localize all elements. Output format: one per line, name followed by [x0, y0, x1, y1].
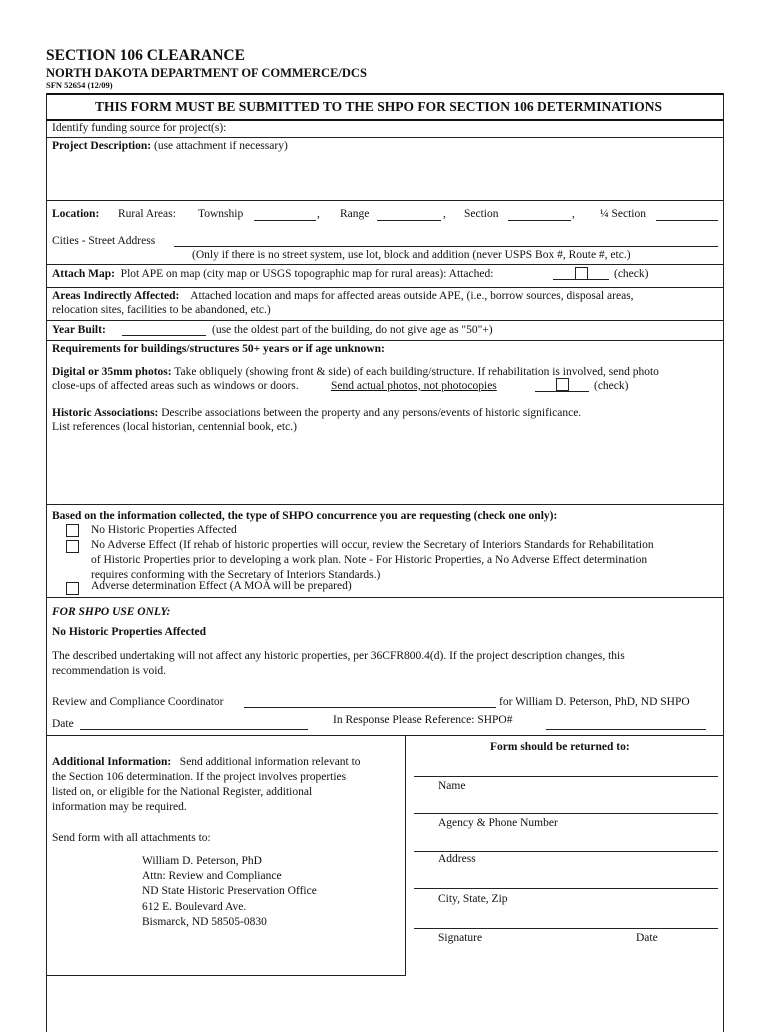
return-line — [414, 928, 718, 929]
concurrence-heading: Based on the information collected, the type of SHPO concurrence you are requesting (check one only): — [52, 510, 558, 522]
return-agency-field[interactable] — [414, 795, 718, 813]
quarter-section-label: ¼ Section — [600, 208, 646, 220]
shpo-date-label: Date — [52, 718, 74, 730]
year-built-label: Year Built: — [52, 324, 106, 336]
shpo-number-field[interactable] — [546, 719, 706, 730]
coordinator-signature-field[interactable] — [244, 697, 496, 708]
return-name-label: Name — [438, 780, 466, 792]
option-no-adverse-l1: No Adverse Effect (If rehab of historic properties will occur, review the Secretary of Interiors Standards for Rehabilitation — [91, 539, 654, 551]
township-field[interactable] — [254, 210, 316, 221]
section-label: Section — [464, 208, 499, 220]
section-field[interactable] — [508, 210, 571, 221]
bottom-split — [405, 735, 406, 975]
additional-line3: listed on, or eligible for the National Register, additional — [52, 786, 313, 798]
map-check-label: (check) — [614, 268, 649, 280]
requirements-heading: Requirements for buildings/structures 50+ years or if age unknown: — [52, 343, 385, 355]
adverse-effect-checkbox[interactable] — [66, 582, 79, 595]
township-label: Township — [198, 208, 244, 220]
year-built-field[interactable] — [122, 325, 206, 336]
address-line5: Bismarck, ND 58505-0830 — [142, 916, 267, 928]
additional-line4: information may be required. — [52, 801, 187, 813]
project-description-field[interactable] — [50, 156, 718, 198]
quarter-section-field[interactable] — [656, 210, 718, 221]
address-line3: ND State Historic Preservation Office — [142, 885, 317, 897]
coordinator-label: Review and Compliance Coordinator — [52, 696, 224, 708]
frame-right — [723, 93, 724, 1032]
return-signature-label: Signature — [438, 932, 483, 944]
divider — [46, 287, 724, 288]
return-heading: Form should be returned to: — [490, 741, 630, 753]
divider — [46, 137, 724, 138]
return-agency-label: Agency & Phone Number — [438, 817, 558, 829]
range-label: Range — [340, 208, 370, 220]
additional-line2: the Section 106 determination. If the project involves properties — [52, 771, 347, 783]
shpo-line2: recommendation is void. — [52, 665, 167, 677]
divider — [46, 200, 724, 201]
shpo-line1: The described undertaking will not affect any historic properties, per 36CFR800.4(d). If the project description changes, this — [52, 650, 625, 662]
range-field[interactable] — [377, 210, 441, 221]
option-no-adverse-l3: requires conforming with the Secretary of Interiors Standards.) — [91, 569, 381, 581]
location-label: Location: — [52, 208, 100, 220]
areas-indirect-line1: Areas Indirectly Affected: Attached location and maps for affected areas outside APE, (i.e., borrow sources, disposal areas, — [52, 290, 634, 302]
frame-left — [46, 93, 47, 1032]
form-number: SFN 52654 (12/09) — [46, 80, 113, 90]
return-date-label: Date — [636, 932, 658, 944]
photos-checkbox[interactable] — [556, 378, 569, 391]
photos-check-label: (check) — [594, 380, 629, 392]
shpo-subheading: No Historic Properties Affected — [52, 626, 207, 638]
reference-label: In Response Please Reference: SHPO# — [333, 714, 513, 726]
photos-line1: Digital or 35mm photos: Take obliquely (showing front & side) of each building/structure. If rehabilitation is involved, send photo — [52, 366, 659, 378]
rural-areas-label: Rural Areas: — [118, 208, 176, 220]
divider — [46, 504, 724, 505]
send-form-label: Send form with all attachments to: — [52, 832, 211, 844]
cities-address-label: Cities - Street Address — [52, 235, 156, 247]
shpo-date-field[interactable] — [80, 719, 308, 730]
return-city-label: City, State, Zip — [438, 893, 508, 905]
shpo-use-heading: FOR SHPO USE ONLY: — [52, 606, 171, 618]
frame-top — [46, 93, 724, 95]
return-city-field[interactable] — [414, 869, 718, 888]
address-line2: Attn: Review and Compliance — [142, 870, 282, 882]
street-address-field[interactable] — [174, 236, 718, 247]
attach-map-row: Attach Map: Plot APE on map (city map or USGS topographic map for rural areas): Attached: — [52, 268, 494, 280]
photos-line2: close-ups of affected areas such as windows or doors. — [52, 380, 299, 392]
return-name-field[interactable] — [414, 757, 718, 776]
map-attached-checkbox[interactable] — [575, 267, 588, 280]
submission-banner: THIS FORM MUST BE SUBMITTED TO THE SHPO FOR SECTION 106 DETERMINATIONS — [95, 99, 662, 114]
coordinator-for: for William D. Peterson, PhD, ND SHPO — [499, 696, 690, 708]
project-description-label: Project Description: (use attachment if necessary) — [52, 140, 288, 152]
option-no-adverse-l2: of Historic Properties prior to developing a work plan. Note - For Historic Properties, a No Adverse Effect determination — [91, 554, 648, 566]
return-address-label: Address — [438, 853, 476, 865]
no-historic-properties-checkbox[interactable] — [66, 524, 79, 537]
department-name: NORTH DAKOTA DEPARTMENT OF COMMERCE/DCS — [46, 66, 367, 80]
historic-associations-field[interactable] — [50, 436, 718, 502]
return-line — [414, 888, 718, 889]
no-adverse-effect-checkbox[interactable] — [66, 540, 79, 553]
address-line4: 612 E. Boulevard Ave. — [142, 901, 247, 913]
additional-line1: Additional Information: Send additional information relevant to — [52, 756, 361, 768]
historic-line2: List references (local historian, centennial book, etc.) — [52, 421, 297, 433]
areas-indirect-line2: relocation sites, facilities to be abandoned, etc.) — [52, 304, 271, 316]
return-line — [414, 851, 718, 852]
return-line — [414, 813, 718, 814]
divider — [46, 735, 724, 736]
return-line — [414, 776, 718, 777]
return-signature-field[interactable] — [414, 908, 718, 928]
divider — [46, 320, 724, 321]
divider — [46, 340, 724, 341]
form-title: SECTION 106 CLEARANCE — [46, 47, 245, 64]
option-no-historic: No Historic Properties Affected — [91, 524, 237, 536]
year-built-note: (use the oldest part of the building, do not give age as "50"+) — [212, 324, 493, 336]
funding-source-label: Identify funding source for project(s): — [52, 122, 227, 134]
divider — [46, 597, 724, 598]
address-note: (Only if there is no street system, use lot, block and addition (never USPS Box #, Route #, etc.) — [192, 249, 631, 261]
divider — [46, 264, 724, 265]
option-adverse: Adverse determination Effect (A MOA will be prepared) — [91, 580, 352, 592]
photos-instruction: Send actual photos, not photocopies — [331, 380, 497, 392]
divider — [46, 119, 724, 121]
bottom-left-border — [46, 975, 406, 976]
historic-line1: Historic Associations: Describe associations between the property and any persons/events of historic significance. — [52, 407, 582, 419]
return-address-field[interactable] — [414, 832, 718, 851]
address-line1: William D. Peterson, PhD — [142, 855, 262, 867]
